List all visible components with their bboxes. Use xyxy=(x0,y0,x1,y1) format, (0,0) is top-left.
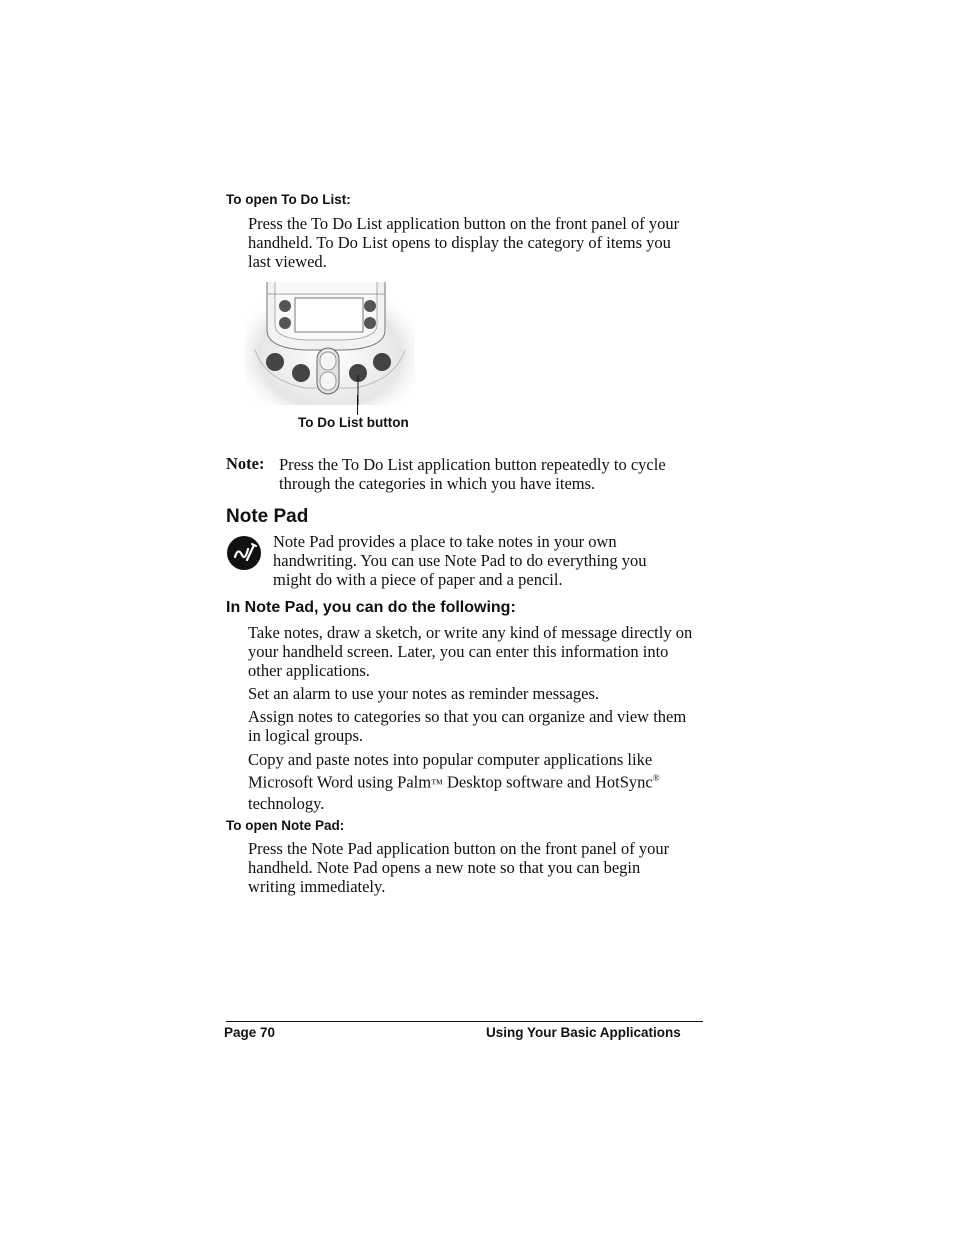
feature-item xyxy=(248,707,686,745)
feature-line: in logical groups. xyxy=(248,726,364,745)
feature-item xyxy=(248,684,599,703)
open-line: handheld. Note Pad opens a new note so that you can begin xyxy=(248,858,641,877)
callout-line xyxy=(357,395,358,415)
handheld-illustration xyxy=(245,280,415,405)
registered-symbol: ® xyxy=(652,773,660,783)
feature-line xyxy=(248,769,660,794)
feature-line: Set an alarm to use your notes as reminder messages. xyxy=(248,684,599,703)
feature-text: Desktop software and HotSync xyxy=(442,772,653,792)
note-text xyxy=(279,455,666,493)
open-line: Press the Note Pad application button on the front panel of your xyxy=(248,839,670,858)
note-line: through the categories in which you have items. xyxy=(279,474,596,493)
feature-text: Microsoft Word using Palm xyxy=(248,772,432,792)
note-line: Press the To Do List application button repeatedly to cycle xyxy=(279,455,666,474)
todo-line: handheld. To Do List opens to display the category of items you xyxy=(248,233,671,252)
todo-line: Press the To Do List application button on the front panel of your xyxy=(248,214,680,233)
section-title-note-pad: Note Pad xyxy=(226,506,309,527)
feature-item xyxy=(248,623,692,680)
chapter-title: Using Your Basic Applications xyxy=(486,1025,681,1040)
feature-line: your handheld screen. Later, you can enter this information into xyxy=(248,642,669,661)
todo-heading: To open To Do List: xyxy=(226,192,351,207)
todo-paragraph xyxy=(248,214,679,271)
note-pad-subheading: In Note Pad, you can do the following: xyxy=(226,599,516,616)
feature-line: Take notes, draw a sketch, or write any kind of message directly on xyxy=(248,623,693,642)
note-label: Note: xyxy=(226,454,265,473)
intro-line: Note Pad provides a place to take notes in your own xyxy=(273,532,617,551)
feature-line: Assign notes to categories so that you can organize and view them xyxy=(248,707,687,726)
open-note-pad-heading: To open Note Pad: xyxy=(226,818,345,833)
footer-rule xyxy=(226,1021,703,1022)
feature-line: technology. xyxy=(248,793,325,813)
note-pad-icon xyxy=(226,535,262,571)
note-pad-intro xyxy=(273,532,647,589)
feature-line: other applications. xyxy=(248,661,370,680)
intro-line: might do with a piece of paper and a pencil. xyxy=(273,570,563,589)
figure-caption: To Do List button xyxy=(298,415,409,430)
feature-item xyxy=(248,750,660,813)
trademark-symbol: ™ xyxy=(431,776,443,791)
open-note-pad-paragraph xyxy=(248,839,669,896)
feature-line: Copy and paste notes into popular computer applications like xyxy=(248,750,653,769)
page-number: Page 70 xyxy=(224,1025,276,1040)
intro-line: handwriting. You can use Note Pad to do everything you xyxy=(273,551,647,570)
todo-line: last viewed. xyxy=(248,252,327,271)
open-line: writing immediately. xyxy=(248,877,386,896)
